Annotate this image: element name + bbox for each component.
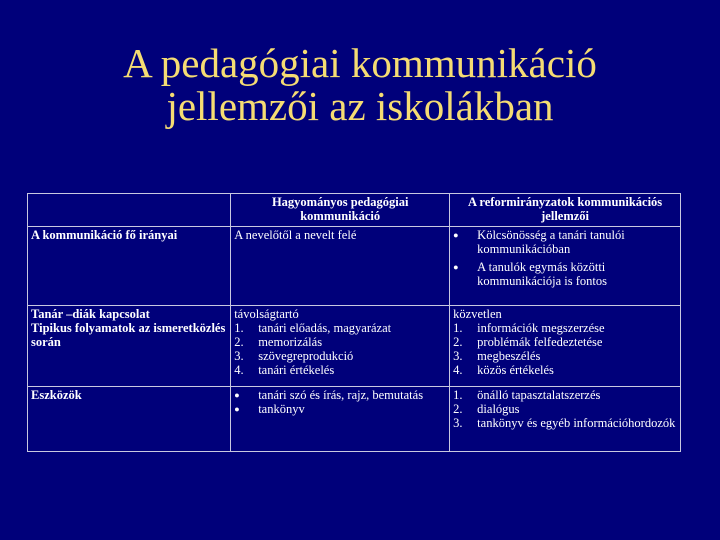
table-row	[28, 387, 681, 452]
header-empty-cell	[28, 194, 231, 227]
list-item: ● Kölcsönösség a tanári tanulói kommunikációban	[453, 228, 625, 256]
cell-reform-process: közvetlen 1. információk megszerzése 2. problémák felfedeztetése 3. megbeszélés 4. közös értékelés	[450, 306, 681, 387]
bullet-icon: ●	[234, 404, 240, 414]
list-item: 3. szövegreprodukció	[234, 349, 354, 363]
list-item: ● A tanulók egymás közötti kommunikációja is fontos	[453, 260, 608, 288]
header-reform: A reformirányzatok kommunikációs jellemzői	[450, 194, 681, 227]
table-row	[28, 227, 681, 306]
cell-traditional-direction: A nevelőtől a nevelt felé	[231, 227, 450, 306]
list-item: 2. dialógus	[453, 402, 520, 416]
slide-title	[0, 42, 720, 128]
row-label-directions: A kommunikáció fő irányai	[28, 227, 231, 306]
table-header-row	[28, 194, 681, 227]
list-item: 1. tanári előadás, magyarázat	[234, 321, 392, 335]
table-row	[28, 306, 681, 387]
bullet-icon: ●	[453, 262, 459, 272]
title-line-2: jellemzői az iskolákban	[166, 83, 554, 129]
bullet-icon: ●	[234, 390, 240, 400]
header-traditional: Hagyományos pedagógiai kommunikáció	[231, 194, 450, 227]
row-label-tools: Eszközök	[28, 387, 231, 452]
cell-traditional-tools	[231, 387, 450, 452]
cell-reform-direction	[450, 227, 681, 306]
list-item: ● tankönyv	[234, 402, 305, 416]
list-item: 1. önálló tapasztalatszerzés	[453, 388, 601, 402]
list-item: 1. információk megszerzése	[453, 321, 605, 335]
list-item: 4. tanári értékelés	[234, 363, 335, 377]
cell-reform-tools	[450, 387, 681, 452]
list-item: 4. közös értékelés	[453, 363, 554, 377]
row-label-relationship: Tanár –diák kapcsolat Tipikus folyamatok az ismeretközlés során	[28, 306, 231, 387]
list-item: 3. tankönyv és egyéb információhordozók	[453, 416, 676, 430]
bullet-icon: ●	[453, 230, 459, 240]
comparison-table	[27, 193, 681, 452]
list-item: 3. megbeszélés	[453, 349, 541, 363]
list-item: ● tanári szó és írás, rajz, bemutatás	[234, 388, 424, 402]
title-line-1: A pedagógiai kommunikáció	[123, 40, 597, 86]
list-item: 2. problémák felfedeztetése	[453, 335, 603, 349]
list-item: 2. memorizálás	[234, 335, 323, 349]
cell-traditional-process: távolságtartó 1. tanári előadás, magyarázat 2. memorizálás 3. szövegreprodukció 4. tanári értékelés	[231, 306, 450, 387]
